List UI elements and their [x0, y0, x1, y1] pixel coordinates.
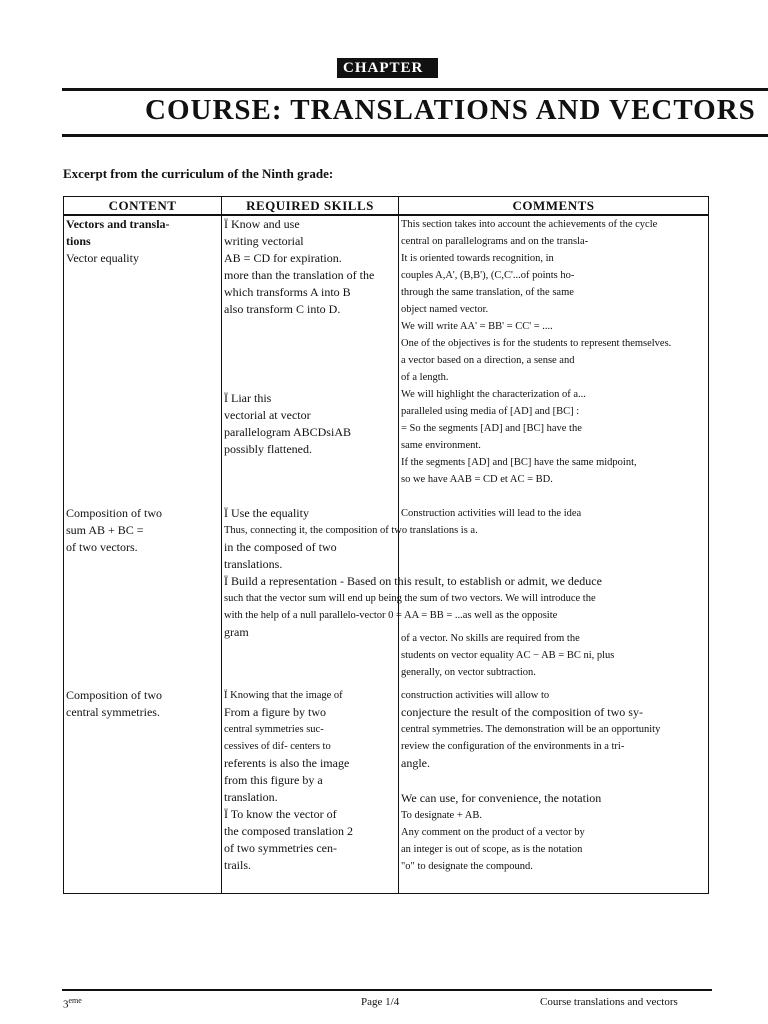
page-title: COURSE: TRANSLATIONS AND VECTORS: [145, 94, 756, 126]
footer-rule: [62, 989, 712, 991]
cell-line: Thus, connecting it, the composition of two translations is a.: [224, 525, 478, 536]
table-row: [64, 215, 709, 505]
cell-line: students on vector equality AC − AB = BC ni, plus: [401, 650, 615, 661]
cell-line: parallelogram ABCDsiAB: [224, 425, 351, 439]
cell-line: cessives of dif- centers to: [224, 741, 331, 752]
column-header-skills: REQUIRED SKILLS: [222, 197, 399, 216]
cell-line: We will write AA' = BB' = CC' = ....: [401, 321, 553, 332]
cell-line: from this figure by a: [224, 773, 323, 787]
content-cell: [64, 215, 222, 505]
comments-cell: [399, 687, 709, 893]
skills-cell: [222, 687, 399, 893]
cell-line: central symmetries.: [66, 705, 160, 719]
title-top-rule: [62, 88, 768, 91]
cell-line: couples A,A', (B,B'), (C,C'...of points ho-: [401, 270, 575, 281]
cell-line: sum AB + BC =: [66, 523, 144, 537]
cell-line: Vector equality: [66, 251, 139, 265]
cell-line: a vector based on a direction, a sense and: [401, 355, 575, 366]
cell-line: through the same translation, of the same: [401, 287, 574, 298]
cell-line: object named vector.: [401, 304, 489, 315]
cell-line: AB = CD for expiration.: [224, 251, 342, 265]
footer-level: [63, 996, 82, 1011]
cell-line: angle.: [401, 756, 430, 770]
cell-line: construction activities will allow to: [401, 690, 550, 701]
cell-line: tions: [66, 234, 91, 248]
cell-line: possibly flattened.: [224, 442, 312, 456]
column-header-content: CONTENT: [64, 197, 222, 216]
chapter-badge: [337, 58, 438, 78]
footer-level-suffix: eme: [68, 996, 82, 1005]
cell-line: of two vectors.: [66, 540, 138, 554]
cell-line: Composition of two: [66, 506, 163, 520]
cell-line: referents is also the image: [224, 756, 350, 770]
cell-line: Ï Knowing that the image of: [224, 690, 343, 701]
cell-line: review the configuration of the environments in a tri-: [401, 741, 625, 752]
cell-line: conjecture the result of the composition of two sy-: [401, 705, 643, 719]
cell-line: translations.: [224, 557, 283, 571]
table-row: [64, 687, 709, 893]
cell-line: Vectors and transla-: [66, 217, 170, 231]
cell-line: If the segments [AD] and [BC] have the same midpoint,: [401, 457, 637, 468]
cell-line: of a vector. No skills are required from the: [401, 633, 580, 644]
cell-line: Composition of two: [66, 688, 163, 702]
content-cell: [64, 505, 222, 687]
cell-line: an integer is out of scope, as is the notation: [401, 844, 583, 855]
cell-line: trails.: [224, 858, 251, 872]
column-header-comments: COMMENTS: [399, 197, 709, 216]
cell-line: Construction activities will lead to the idea: [401, 508, 582, 519]
cell-line: Ï Use the equality: [224, 506, 309, 520]
cell-line: "o" to designate the compound.: [401, 861, 533, 872]
cell-line: so we have AAB = CD et AC = BD.: [401, 474, 553, 485]
cell-line: From a figure by two: [224, 705, 326, 719]
cell-line: also transform C into D.: [224, 302, 341, 316]
footer-level-number: 3: [63, 998, 69, 1011]
cell-line: in the composed of two: [224, 540, 337, 554]
cell-line: Ï To know the vector of: [224, 807, 337, 821]
cell-line: with the help of a null parallelo-vector 0 = AA = BB = ...as well as the opposite: [224, 610, 558, 621]
footer-doc-title: Course translations and vectors: [540, 996, 678, 1008]
cell-line: Ï Know and use: [224, 217, 300, 231]
cell-line: translation.: [224, 790, 278, 804]
cell-line: same environment.: [401, 440, 481, 451]
cell-line: central on parallelograms and on the transla-: [401, 236, 589, 247]
cell-line: Ï Liar this: [224, 391, 272, 405]
cell-line: One of the objectives is for the students to represent themselves.: [401, 338, 672, 349]
cell-line: paralleled using media of [AD] and [BC] :: [401, 406, 580, 417]
cell-line: = So the segments [AD] and [BC] have the: [401, 423, 582, 434]
cell-line: Any comment on the product of a vector by: [401, 827, 585, 838]
cell-line: It is oriented towards recognition, in: [401, 253, 554, 264]
cell-line: of a length.: [401, 372, 449, 383]
cell-line: Ï Build a representation - Based on this result, to establish or admit, we deduce: [224, 574, 602, 588]
cell-line: vectorial at vector: [224, 408, 311, 422]
cell-line: writing vectorial: [224, 234, 304, 248]
cell-line: gram: [224, 625, 249, 639]
table-header-row: [64, 197, 709, 216]
cell-line: To designate + AB.: [401, 810, 483, 821]
cell-line: generally, on vector subtraction.: [401, 667, 536, 678]
footer-page-number: Page 1/4: [361, 996, 400, 1008]
cell-line: such that the vector sum will end up being the sum of two vectors. We will introduce the: [224, 593, 596, 604]
cell-line: of two symmetries cen-: [224, 841, 337, 855]
cell-line: We will highlight the characterization of a...: [401, 389, 586, 400]
curriculum-table: [63, 196, 709, 894]
content-cell: [64, 687, 222, 893]
cell-line: the composed translation 2: [224, 824, 353, 838]
table-row: [64, 505, 709, 687]
cell-line: central symmetries suc-: [224, 724, 324, 735]
skills-cell: [222, 215, 399, 505]
cell-line: which transforms A into B: [224, 285, 351, 299]
cell-line: This section takes into account the achievements of the cycle: [401, 219, 658, 230]
chapter-label: CHAPTER: [343, 60, 424, 76]
cell-line: central symmetries. The demonstration will be an opportunity: [401, 724, 661, 735]
comments-cell: [399, 215, 709, 505]
cell-line: more than the translation of the: [224, 268, 375, 282]
title-bottom-rule: [62, 134, 768, 137]
excerpt-heading: Excerpt from the curriculum of the Ninth grade:: [63, 166, 334, 181]
cell-line: We can use, for convenience, the notation: [401, 791, 602, 805]
